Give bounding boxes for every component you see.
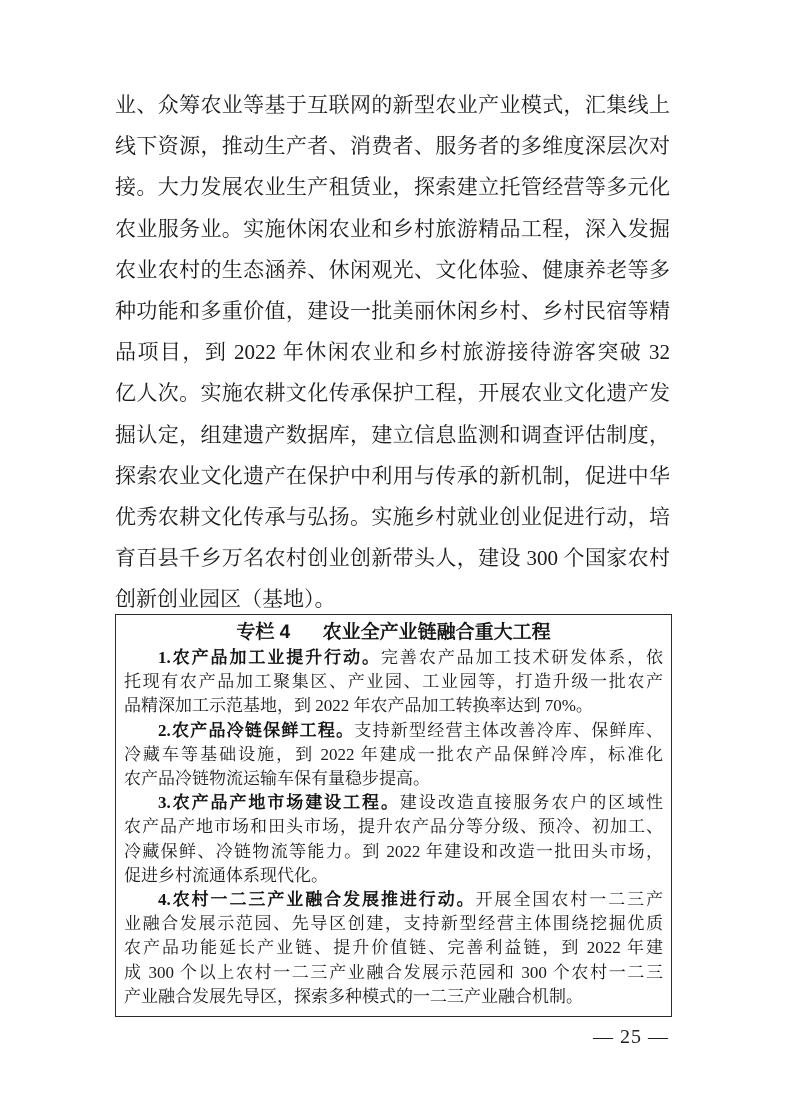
body-line: 掘认定，组建遗产数据库，建立信息监测和调查评估制度，: [115, 422, 670, 447]
box-item-2: [124, 719, 663, 792]
box-item-line: 2.农产品冷链保鲜工程。支持新型经营主体改善冷库、保鲜库、: [158, 720, 663, 740]
callout-box-title: [124, 620, 663, 646]
box-item-lead: 1.农产品加工业提升行动。: [158, 648, 381, 667]
box-item-line: 业融合发展示范园、先导区创建，支持新型经营主体围绕挖掘优质: [124, 914, 663, 934]
box-item-lead: 2.农产品冷链保鲜工程。: [158, 720, 355, 740]
body-line: 品项目，到 2022 年休闲农业和乡村旅游接待游客突破 32: [115, 340, 670, 365]
body-line: 优秀农耕文化传承与弘扬。实施乡村就业创业促进行动，培: [115, 505, 670, 530]
box-item-line: 成 300 个以上农村一二三产业融合发展示范园和 300 个农村一二三: [124, 962, 663, 982]
callout-box-heading: 农业全产业链融合重大工程: [322, 622, 551, 643]
box-item-line: 农产品冷链物流运输车保有量稳步提高。: [124, 769, 430, 789]
box-item-line: 产业融合发展先导区，探索多种模式的一二三产业融合机制。: [124, 986, 583, 1006]
body-line: 创新创业园区（基地）。: [115, 587, 336, 612]
box-item-line: 农产品功能延长产业链、提升价值链、完善利益链，到 2022 年建: [124, 938, 663, 958]
body-line: 农业农村的生态涵养、休闲观光、文化体验、健康养老等多: [115, 257, 670, 282]
body-line: 线下资源，推动生产者、消费者、服务者的多维度深层次对: [115, 134, 670, 159]
box-item-3: [124, 791, 663, 888]
box-item-4: [124, 888, 663, 1009]
body-line: 探索农业文化遗产在保护中利用与传承的新机制，促进中华: [115, 463, 670, 488]
box-item-line: 托现有农产品加工聚集区、产业园、工业园等，打造升级一批农产: [124, 672, 663, 692]
body-paragraph: [115, 85, 670, 621]
box-item-line: 农产品产地市场和田头市场，提升农产品分等分级、预冷、初加工、: [124, 817, 663, 837]
box-item-1: [124, 646, 663, 719]
body-line: 育百县千乡万名农村创业创新带头人，建设 300 个国家农村: [115, 546, 670, 571]
body-line: 业、众筹农业等基于互联网的新型农业产业模式，汇集线上: [115, 93, 670, 117]
page-number: — 25 —: [593, 1026, 669, 1048]
box-item-line: 4.农村一二三产业融合发展推进行动。开展全国农村一二三产: [158, 890, 664, 910]
box-item-line: 促进乡村流通体系现代化。: [124, 865, 328, 885]
callout-box-column4: [115, 614, 672, 1017]
body-line: 种功能和多重价值，建设一批美丽休闲乡村、乡村民宿等精: [115, 299, 670, 324]
box-item-line: 1.农产品加工业提升行动。完善农产品加工技术研发体系，依: [158, 648, 664, 667]
box-item-lead: 3.农产品产地市场建设工程。: [158, 793, 400, 813]
box-item-line: 3.农产品产地市场建设工程。建设改造直接服务农户的区域性: [158, 793, 663, 813]
box-item-lead: 4.农村一二三产业融合发展推进行动。: [158, 890, 476, 910]
box-item-line: 冷藏保鲜、冷链物流等能力。到 2022 年建设和改造一批田头市场，: [124, 841, 663, 861]
body-line: 农业服务业。实施休闲农业和乡村旅游精品工程，深入发掘: [115, 216, 670, 241]
body-line: 亿人次。实施农耕文化传承保护工程，开展农业文化遗产发: [115, 381, 670, 406]
box-item-line: 品精深加工示范基地，到 2022 年农产品加工转换率达到 70%。: [124, 696, 593, 716]
box-item-line: 冷藏车等基础设施，到 2022 年建成一批农产品保鲜冷库，标准化: [124, 744, 663, 764]
callout-box-label: 专栏 4: [236, 622, 291, 643]
body-line: 接。大力发展农业生产租赁业，探索建立托管经营等多元化: [115, 175, 670, 200]
